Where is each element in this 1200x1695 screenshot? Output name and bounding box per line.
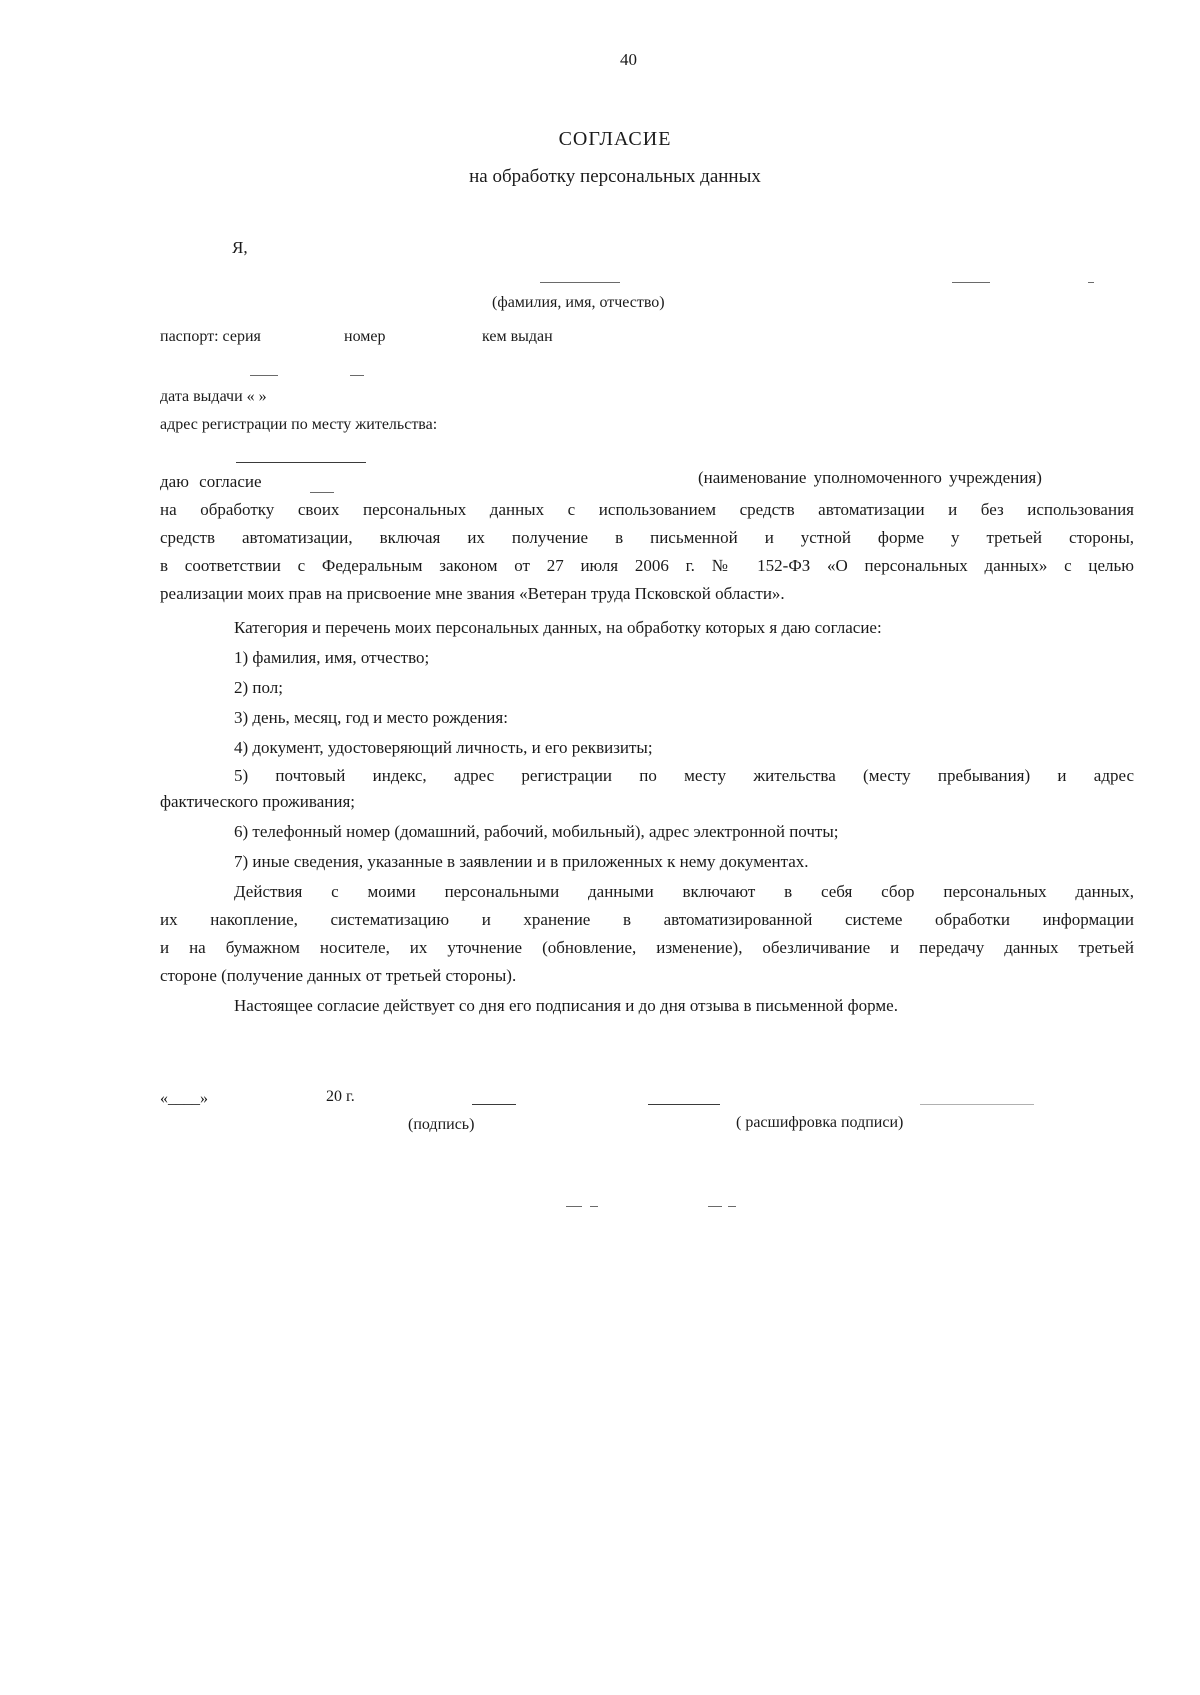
blank-line (540, 282, 620, 283)
blank-line (250, 375, 278, 376)
decoding-caption: ( расшифровка подписи) (736, 1114, 904, 1131)
consent-line: на обработку своих персональных данных с использованием средств автоматизации и без использования (160, 500, 1134, 519)
decoding-line (920, 1104, 1034, 1105)
list-item: 7) иные сведения, указанные в заявлении и в приложенных к нему документах. (234, 852, 809, 871)
scan-mark (728, 1206, 736, 1207)
list-item: 4) документ, удостоверяющий личность, и его реквизиты; (234, 738, 653, 757)
actions-line: и на бумажном носителе, их уточнение (обновление, изменение), обезличивание и передачу данных третьей (160, 938, 1134, 957)
signature-line (472, 1104, 516, 1105)
actions-line: их накопление, систематизацию и хранение в автоматизированной системе обработки информации (160, 910, 1134, 929)
passport-series-label: паспорт: серия (160, 328, 261, 345)
blank-line (310, 492, 334, 493)
give-consent-label: даю согласие (160, 472, 262, 491)
list-item: 1) фамилия, имя, отчество; (234, 648, 430, 667)
page-number: 40 (620, 50, 637, 69)
blank-line (350, 375, 364, 376)
validity-statement: Настоящее согласие действует со дня его подписания и до дня отзыва в письменной форме. (234, 996, 898, 1015)
signature-year: 20 г. (326, 1088, 355, 1105)
signature-date: «____» (160, 1090, 208, 1107)
fio-caption: (фамилия, имя, отчество) (492, 294, 665, 311)
list-item: 6) телефонный номер (домашний, рабочий, мобильный), адрес электронной почты; (234, 822, 839, 841)
institution-caption: (наименование уполномоченного учреждения) (698, 468, 1042, 487)
signature-caption: (подпись) (408, 1116, 475, 1133)
consent-line: реализации моих прав на присвоение мне звания «Ветеран труда Псковской области». (160, 584, 785, 603)
document-subtitle: на обработку персональных данных (469, 166, 761, 187)
actions-line: стороне (получение данных от третьей стороны). (160, 966, 517, 985)
list-item: 5) почтовый индекс, адрес регистрации по месту жительства (месту пребывания) и адрес (234, 766, 1134, 785)
blank-line (952, 282, 990, 283)
scan-mark (590, 1206, 598, 1207)
issued-by-label: кем выдан (482, 328, 553, 345)
actions-line: Действия с моими персональными данными включают в себя сбор персональных данных, (234, 882, 1134, 901)
i-label: Я, (232, 238, 248, 257)
blank-line (1088, 282, 1094, 283)
document-title: СОГЛАСИЕ (558, 128, 672, 150)
issue-date-label: дата выдачи « » (160, 388, 267, 405)
list-item: 3) день, месяц, год и место рождения: (234, 708, 508, 727)
category-intro: Категория и перечень моих персональных данных, на обработку которых я даю согласие: (234, 618, 882, 637)
blank-line (236, 462, 366, 463)
list-item: 2) пол; (234, 678, 283, 697)
consent-line: в соответствии с Федеральным законом от 27 июля 2006 г. № 152-ФЗ «О персональных данных» с целью (160, 556, 1134, 575)
reg-address-label: адрес регистрации по месту жительства: (160, 416, 438, 433)
scan-mark (566, 1206, 582, 1207)
passport-number-label: номер (344, 328, 386, 345)
consent-line: средств автоматизации, включая их получение в письменной и устной форме у третьей стороны, (160, 528, 1134, 547)
decoding-line (648, 1104, 720, 1105)
scan-mark (708, 1206, 722, 1207)
list-item-continuation: фактического проживания; (160, 792, 355, 811)
